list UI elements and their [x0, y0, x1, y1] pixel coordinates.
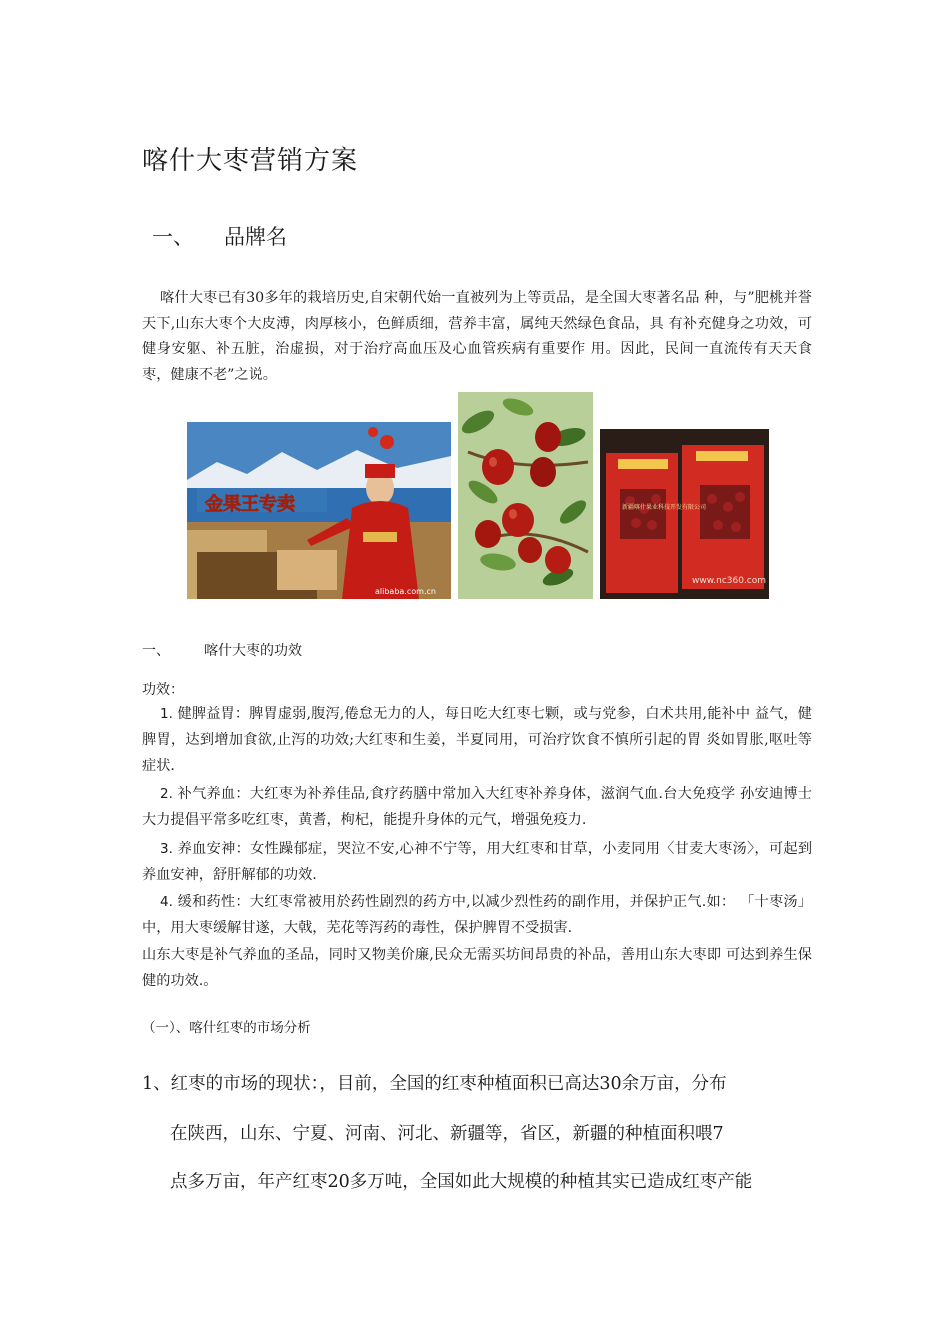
section-number: 一、 [142, 643, 170, 659]
summary-paragraph: 山东大枣是补气养血的圣品，同时又物美价廉,民众无需买坊间昂贵的补品，善用山东大枣即 可达到养生保健的功效.。 [142, 947, 812, 989]
efficacy-label: 功效： [142, 682, 184, 698]
market-subheading: （一）、喀什红枣的市场分析 [142, 1020, 311, 1036]
store-sign-text: 金果王专卖 [205, 494, 295, 515]
market-line-1: 1、红枣的市场的现状：，目前，全国的红枣种植面积已高达30余万亩，分布 [142, 1074, 727, 1094]
item-text: 补气养血：大红枣为补养佳品,食疗药膳中常加入大红枣补养身体，滋润气血.台大免疫学 孙安迪博士大力提倡平常多吃红枣，黄耆，枸杞，能提升身体的元气，增强免疫力. [142, 786, 812, 828]
box-company-text: 新疆喀什果业科技开发有限公司 [622, 504, 707, 511]
intro-paragraph: 喀什大枣已有30多年的栽培历史,自宋朝代始一直被列为上等贡品，是全国大枣著名品 种，与”肥桃并誉天下,山东大枣个大皮溥，肉厚核小，色鲜质细，营养丰富，属纯天然绿色食品，具 有补充健身之功效，可健身安躯、补五脏，治虚损，对于治疗高血压及心血管疾病有重要作 用。因此，民间一直流传有天天食枣，健康不老”之说。 [142, 290, 812, 384]
efficacy-item [142, 701, 812, 779]
section-number: 一、 [152, 225, 194, 249]
item-text: 缓和药性：大红枣常被用於药性剧烈的药方中,以减少烈性药的副作用，并保护正气.如： 「十枣汤」中，用大枣缓解甘遂，大戟，芜花等泻药的毒性，保护脾胃不受损害. [142, 894, 812, 936]
item-number: 1. [160, 706, 173, 722]
item-number: 3. [160, 841, 173, 857]
store-photo [187, 422, 451, 599]
section-label: 喀什大枣的功效 [204, 643, 302, 659]
market-line-3: 点多万亩，年产红枣20多万吨，全国如此大规模的种植其实已造成红枣产能 [170, 1172, 753, 1192]
efficacy-item [142, 781, 812, 833]
item-number: 2. [160, 786, 173, 802]
section-heading-brand [152, 221, 287, 251]
gift-box-photo [600, 429, 769, 599]
photo-watermark: alibaba.com.cn [375, 587, 436, 596]
jujube-tree-photo [458, 392, 593, 599]
photo-strip [187, 392, 769, 600]
efficacy-item [142, 889, 812, 941]
document-title: 喀什大枣营销方案 [142, 146, 359, 176]
market-line-2: 在陕西，山东、宁夏、河南、河北、新疆等，省区，新疆的种植面积喂7 [170, 1124, 724, 1144]
efficacy-item [142, 836, 812, 888]
section-heading-efficacy [142, 640, 302, 660]
item-text: 健脾益胃：脾胃虚弱,腹泻,倦怠无力的人，每日吃大红枣七颗，或与党参，白术共用,能补中 益气，健脾胃，达到增加食欲,止泻的功效;大红枣和生姜，半夏同用，可治疗饮食不慎所引起的胃 炎如胃胀,呕吐等症状. [142, 706, 812, 774]
section-label: 品牌名 [224, 225, 287, 249]
item-number: 4. [160, 894, 173, 910]
photo-watermark-right: www.nc360.com [692, 576, 767, 586]
item-text: 养血安神：女性躁郁症，哭泣不安,心神不宁等，用大红枣和甘草，小麦同用〈甘麦大枣汤〉，可起到养血安神，舒肝解郁的功效. [142, 841, 813, 883]
